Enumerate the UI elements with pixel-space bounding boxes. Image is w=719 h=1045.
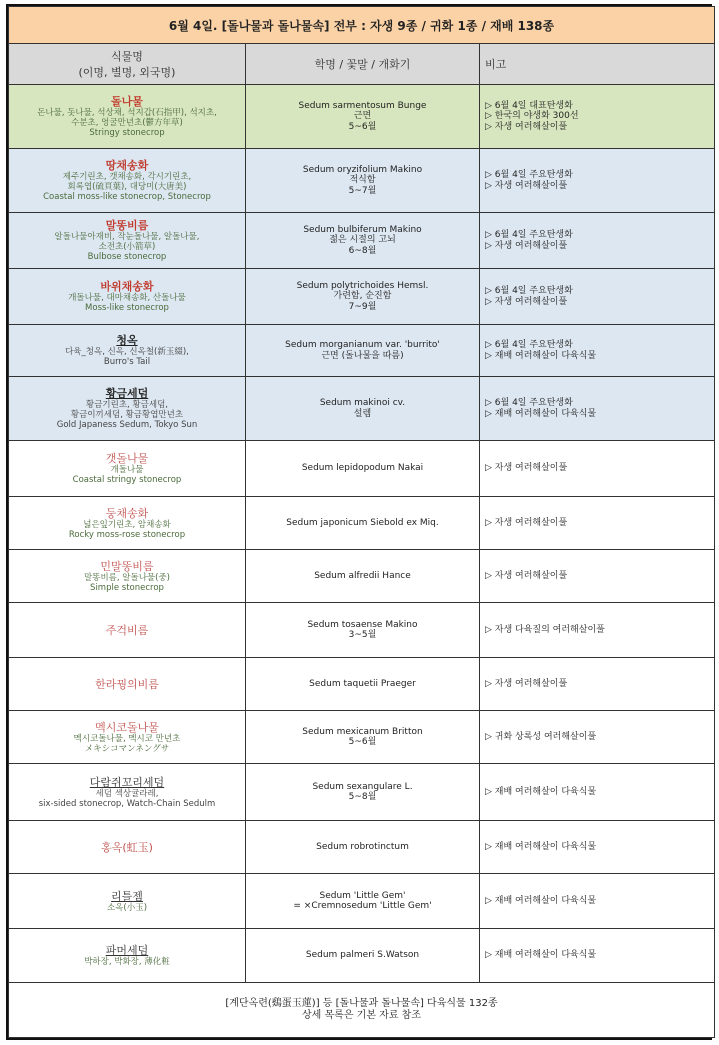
table-row [9,603,715,658]
scientific-cell [246,377,480,441]
title-row [9,7,715,44]
plant-aliases: 제주기린초, 갯채송화, 각시기린초, [62,172,192,182]
plant-name-cell [9,711,246,764]
scientific-line: Sedum morganianum var. 'burrito' [285,340,440,350]
plant-name-cell [9,85,246,149]
plant-name-cell [9,441,246,497]
table-row [9,269,715,325]
scientific-line: Sedum polytrichoides Hemsl. [296,280,429,291]
scientific-line: Sedum mexicanum Britton [302,726,423,737]
plant-aliases: 멕시코돌나물, 멕시코 만년초 [73,733,181,744]
plant-foreign-name: six-sided stonecrop, Watch-Chain Sedulm [38,798,216,809]
plant-name: 리틀젬 [111,889,143,903]
remark-line: ▷ 재배 여러해살이 다육식물 [485,841,597,852]
plant-aliases: 다육_청옥, 신옥, 신옥철(新玉綴), [65,347,189,357]
plant-name-cell [9,658,246,711]
scientific-line: 5~6월 [348,121,377,132]
table-row [9,658,715,711]
plant-name-cell [9,821,246,874]
remark-line: ▷ 재배 여러해살이 다육식물 [485,786,597,797]
table-row [9,85,715,149]
remark-line: ▷ 자생 여러해살이풀 [485,180,568,191]
remark-line: ▷ 6월 4일 주요탄생화 [485,340,573,350]
plant-aliases: 황금이끼세덤, 황금황엽만년초 [70,410,184,420]
scientific-cell [246,821,480,874]
table-row [9,149,715,213]
scientific-line: Sedum japonicum Siebold ex Miq. [286,517,439,528]
plant-name-cell [9,149,246,213]
plant-name: 말똥비름 [105,219,149,232]
remark-line: ▷ 한국의 야생화 300선 [485,111,579,122]
table-row [9,821,715,874]
remarks-cell [480,603,715,658]
plant-foreign-name: Simple stonecrop [90,582,164,593]
footer-line1: [계단옥련(鷄蛋玉蓮)] 등 [돌나물과 돌나물속] 다육식물 132종 [225,998,498,1009]
plant-name-cell [9,497,246,550]
scientific-cell [246,711,480,764]
remarks-cell [480,929,715,983]
table-row [9,377,715,441]
plant-foreign-name: Gold Japaness Sedum, Tokyo Sun [56,420,198,430]
scientific-line: 3~5월 [348,630,377,640]
remarks-cell [480,325,715,377]
remark-line: ▷ 자생 여러해살이풀 [485,570,568,581]
remark-line: ▷ 재배 여러해살이 다육식물 [485,950,597,961]
plant-foreign-name: Stringy stonecrop [89,128,165,138]
remark-line: ▷ 6월 4일 대표탄생화 [485,100,573,111]
scientific-cell [246,325,480,377]
table-row [9,497,715,550]
remarks-cell [480,711,715,764]
plant-name-cell [9,550,246,603]
remarks-cell [480,441,715,497]
table-row [9,874,715,929]
plant-foreign-name: Coastal moss-like stonecrop, Stonecrop [43,192,211,202]
table-row [9,213,715,269]
table-title: 6월 4일. [돌나물과 돌나물속] 전부 : 자생 9종 / 귀화 1종 / 재배 138종 [9,7,715,44]
scientific-cell [246,85,480,149]
scientific-line: Sedum tosaense Makino [307,619,418,630]
plant-foreign-name: メキシコマンネングサ [84,743,170,754]
remark-line: ▷ 귀화 상록성 여러해살이풀 [485,731,597,742]
remark-line: ▷ 재배 여러해살이 다육식물 [485,895,597,906]
scientific-line: 가련함, 순진함 [333,291,392,302]
plant-name: 민말똥비름 [100,559,154,573]
scientific-cell [246,764,480,821]
plant-aliases: 말똥비름, 알돌나물(중) [84,572,170,583]
scientific-line: Sedum sarmentosum Bunge [298,100,427,111]
scientific-line: = ×Cremnosedum 'Little Gem' [293,901,432,911]
remark-line: ▷ 6월 4일 주요탄생화 [485,398,573,408]
table-row [9,764,715,821]
scientific-cell [246,497,480,550]
remarks-cell [480,269,715,325]
plant-table-sheet [6,4,712,1040]
plant-aliases: 박하장, 박화장, 薄化粧 [84,957,170,967]
scientific-line: Sedum 'Little Gem' [319,890,406,901]
plant-name-cell [9,213,246,269]
footer-row [9,983,715,1038]
remark-line: ▷ 자생 여러해살이풀 [485,463,568,474]
plant-name-cell [9,603,246,658]
header-row [9,44,715,85]
plant-foreign-name: Moss-like stonecrop [85,303,169,313]
plant-aliases: 알돌나물아재비, 작눈돌나물, 알돌나물, [54,232,200,242]
scientific-line: 6~8월 [348,245,377,256]
plant-aliases: 소전초(小箭草) [98,242,156,252]
scientific-line: Sedum oryzifolium Makino [302,164,423,175]
scientific-line: Sedum alfredii Hance [314,570,411,581]
scientific-cell [246,603,480,658]
remark-line: ▷ 자생 여러해살이풀 [485,240,568,251]
plant-table [8,6,715,1038]
scientific-cell [246,149,480,213]
plant-aliases: 황금기린초, 황금세덤, [85,400,168,410]
scientific-line: 근면 (돌나물을 따름) [321,350,404,361]
header-plant-name-line1: 식물명 [111,50,143,63]
plant-foreign-name: Rocky moss-rose stonecrop [68,529,186,540]
footer-line2: 상세 목록은 기본 자료 참조 [302,1010,421,1021]
remarks-cell [480,821,715,874]
remark-line: ▷ 자생 다육질의 여러해살이풀 [485,624,605,635]
plant-aliases: 회록엽(硫頁葉), 대당미(大唐美) [67,182,187,192]
plant-foreign-name: Burro's Tail [103,357,151,367]
scientific-line: 5~7월 [348,185,377,196]
plant-name: 다람쥐꼬리세덤 [89,775,165,789]
plant-aliases: 세덤 섹상귤라레, [95,788,159,799]
plant-name: 홍옥(虹玉) [101,840,153,854]
remarks-cell [480,377,715,441]
remarks-cell [480,874,715,929]
scientific-line: 7~9월 [348,301,377,312]
scientific-line: 적식함 [349,175,376,186]
plant-aliases: 수분초, 엉굴만년초(鬱方年草) [71,118,183,128]
remark-line: ▷ 자생 여러해살이풀 [485,121,568,132]
plant-name: 땅채송화 [105,159,149,172]
table-body [9,85,715,983]
plant-name-cell [9,874,246,929]
plant-name: 한라꿩의비름 [95,677,159,691]
remark-line: ▷ 6월 4일 주요탄생화 [485,286,573,296]
header-remarks: 비고 [480,44,715,85]
scientific-cell [246,269,480,325]
scientific-line: Sedum makinoi cv. [319,398,406,408]
plant-aliases: 개돌나물 [110,465,144,475]
scientific-line: Sedum sexangulare L. [312,781,413,792]
plant-name-cell [9,325,246,377]
scientific-cell [246,874,480,929]
table-row [9,550,715,603]
remarks-cell [480,149,715,213]
remarks-cell [480,213,715,269]
plant-name: 파머세덤 [105,944,149,957]
plant-name-cell [9,929,246,983]
remarks-cell [480,550,715,603]
remark-line: ▷ 재배 여러해살이 다육식물 [485,408,597,419]
scientific-line: 5~8월 [348,792,377,802]
remarks-cell [480,658,715,711]
scientific-line: 설렘 [353,408,372,419]
table-row [9,711,715,764]
header-plant-name-line2: (이명, 별명, 외국명) [78,66,176,79]
table-row [9,325,715,377]
scientific-cell [246,929,480,983]
header-plant-name [9,44,246,85]
table-row [9,929,715,983]
plant-aliases: 소옥(小玉) [106,902,148,913]
scientific-line: Sedum lepidopodum Nakai [301,463,424,474]
remark-line: ▷ 자생 여러해살이풀 [485,296,568,307]
plant-aliases: 넓은잎기린초, 암채송화 [83,519,171,530]
scientific-cell [246,213,480,269]
plant-name-cell [9,377,246,441]
remark-line: ▷ 자생 여러해살이풀 [485,517,568,528]
plant-name: 둥채송화 [105,506,149,520]
plant-name-cell [9,269,246,325]
table-row [9,441,715,497]
plant-name-cell [9,764,246,821]
plant-name: 바위채송화 [100,280,154,293]
scientific-cell [246,550,480,603]
plant-name: 주걱비름 [105,623,149,637]
remark-line: ▷ 자생 여러해살이풀 [485,678,568,689]
plant-name: 청옥 [116,334,138,347]
plant-foreign-name: Bulbose stonecrop [87,252,167,262]
remark-line: ▷ 6월 4일 주요탄생화 [485,230,573,240]
scientific-line: Sedum taquetii Praeger [309,678,416,689]
plant-aliases: 개돌나물, 대마채송화, 산돌나물 [68,293,186,303]
remarks-cell [480,85,715,149]
scientific-cell [246,658,480,711]
scientific-line: Sedum bulbiferum Makino [303,224,422,235]
plant-name: 멕시코돌나물 [95,720,159,734]
remarks-cell [480,764,715,821]
scientific-cell [246,441,480,497]
scientific-line: 근면 [353,111,372,122]
plant-aliases: 돈나물, 돗나물, 석상채, 석지갑(石指甲), 석지초, [37,108,217,118]
remark-line: ▷ 재배 여러해살이 다육식물 [485,350,597,361]
header-scientific-name: 학명 / 꽃말 / 개화기 [246,44,480,85]
remark-line: ▷ 6월 4일 주요탄생화 [485,170,573,180]
footer-cell [9,983,715,1038]
scientific-line: Sedum palmeri S.Watson [305,950,420,961]
plant-name: 돌나물 [111,95,143,108]
scientific-line: Sedum robrotinctum [316,841,409,852]
scientific-line: 5~6월 [348,737,377,747]
plant-foreign-name: Coastal stringy stonecrop [72,475,182,485]
remarks-cell [480,497,715,550]
scientific-line: 젊은 시절의 고뇌 [329,235,396,246]
plant-name: 갯돌나물 [105,452,149,465]
plant-name: 황금세덤 [105,387,149,400]
